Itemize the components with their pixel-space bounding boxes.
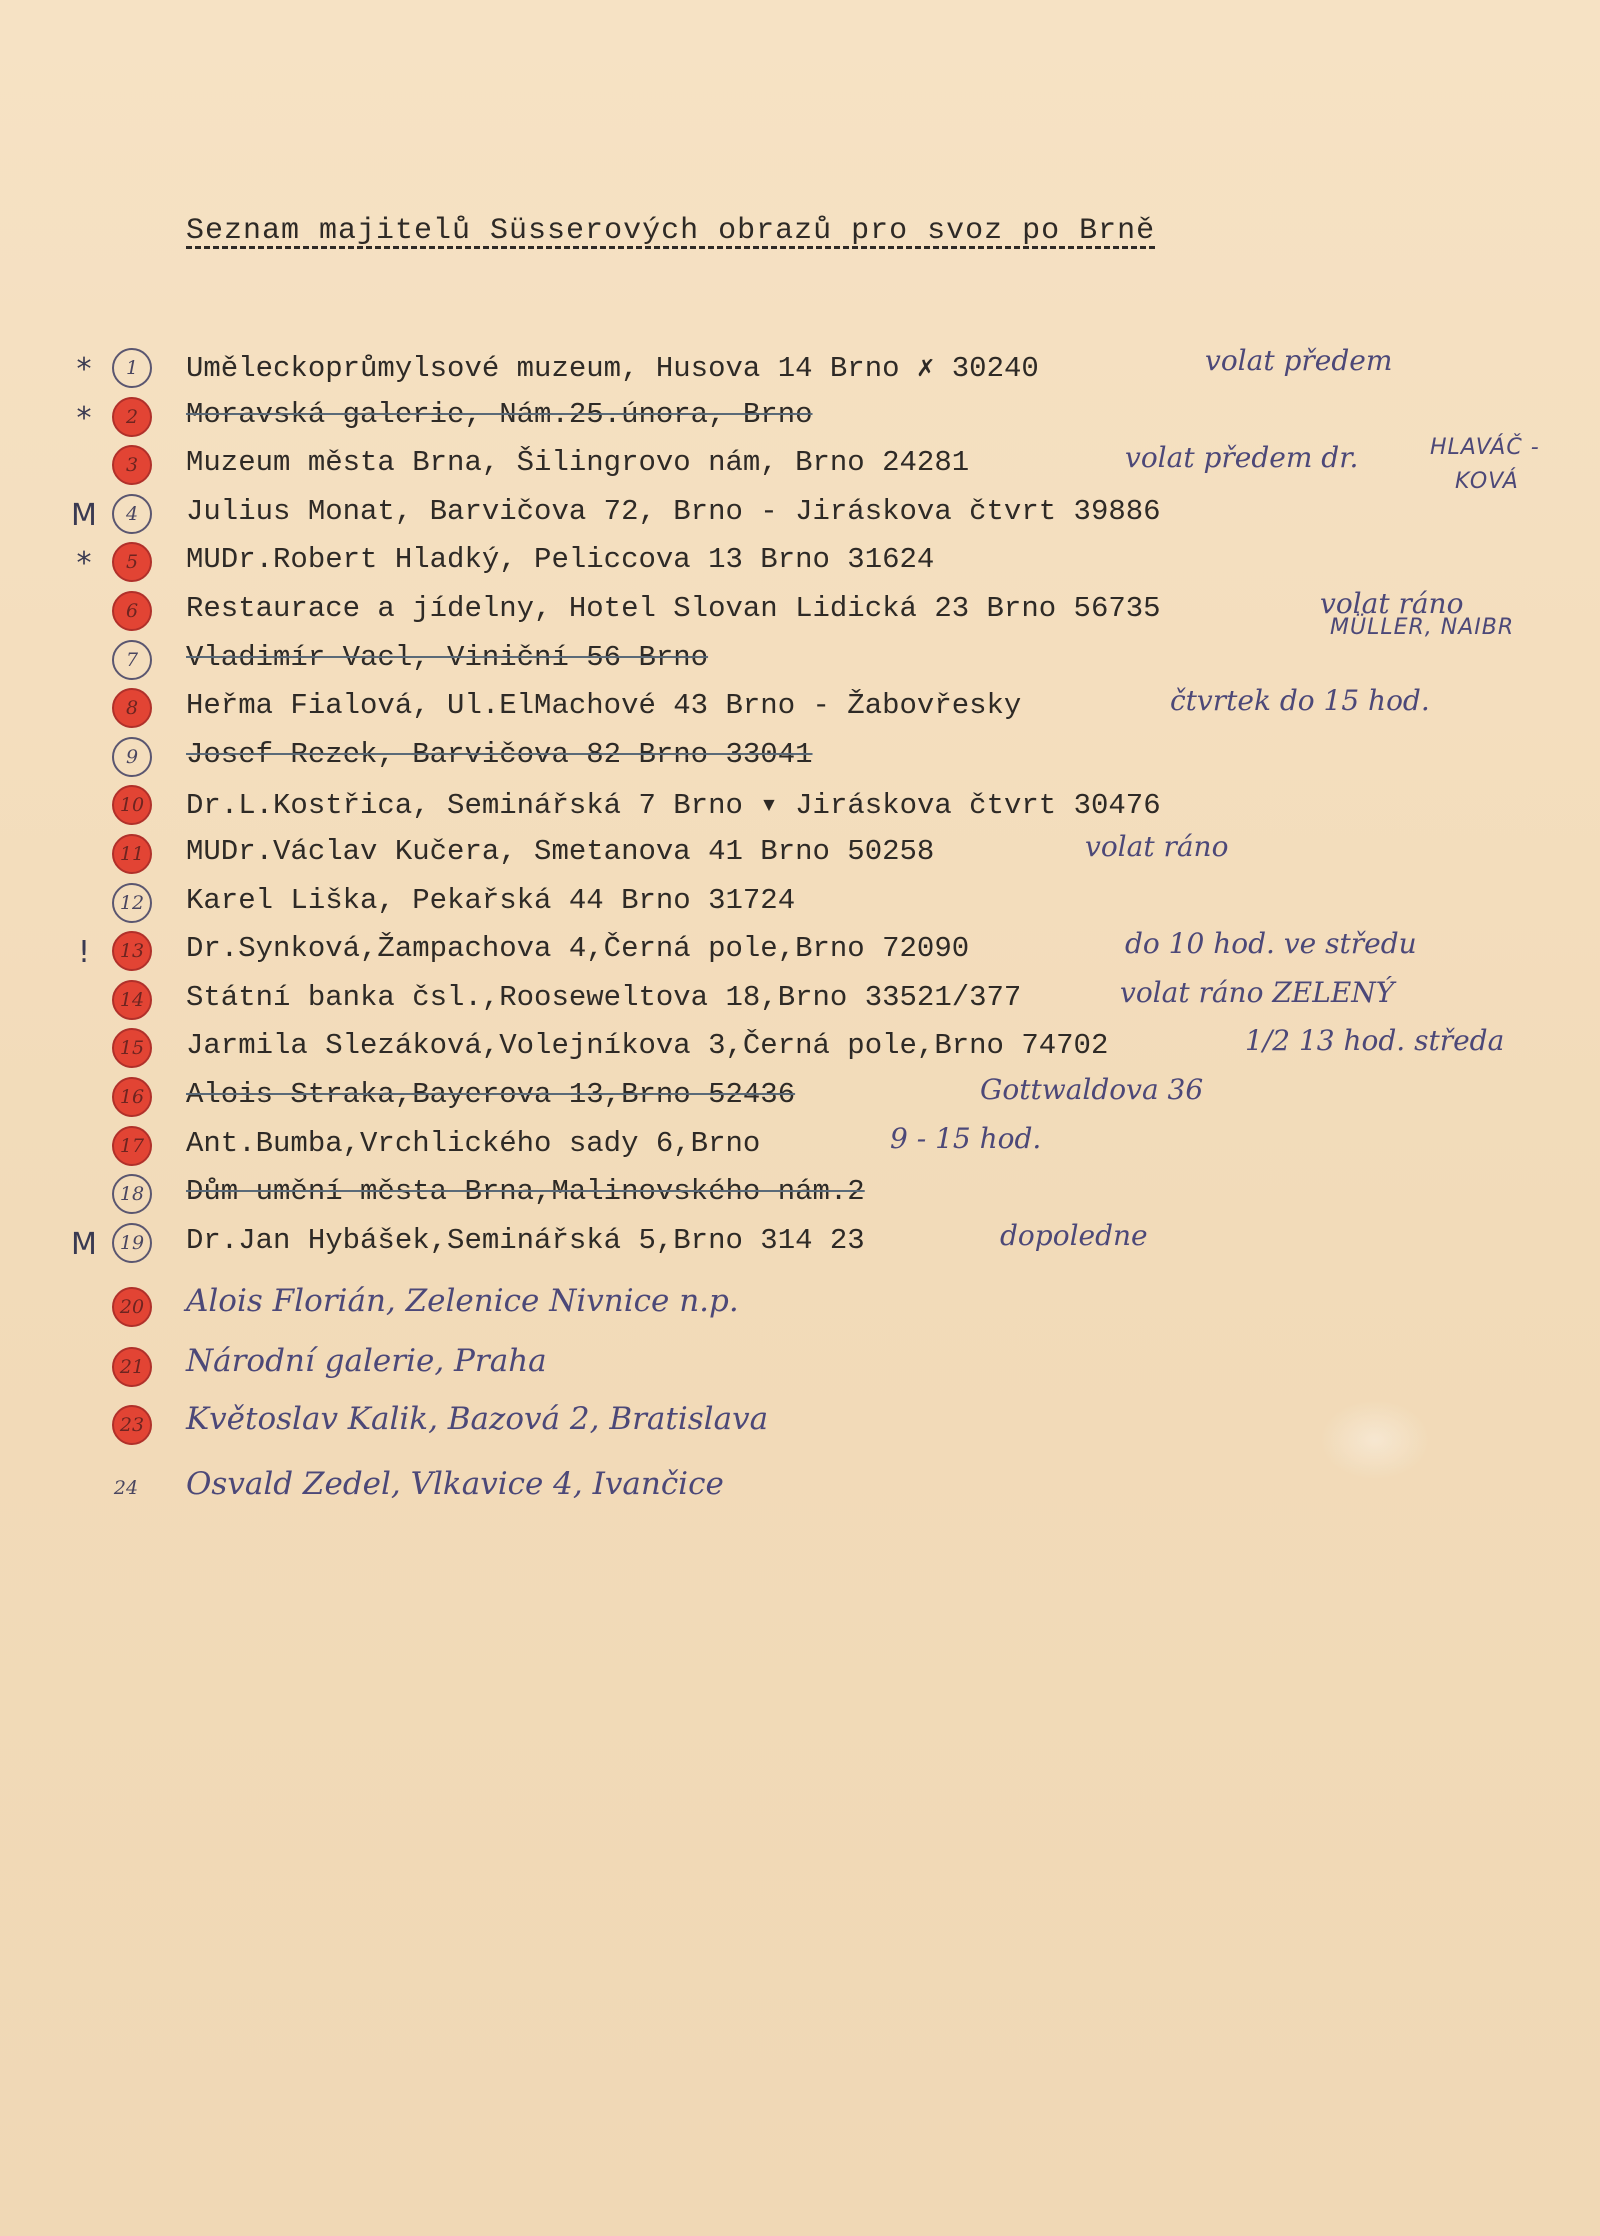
entry-number: 12 [112,883,152,923]
handwritten-entry-text: Květoslav Kalik, Bazová 2, Bratislava [186,1401,769,1437]
handwritten-note: čtvrtek do 15 hod. [1170,684,1430,718]
entry-number: 10 [112,785,152,825]
entry-number: 16 [112,1077,152,1117]
entry-number: 24 [113,1477,139,1499]
entry-number: 21 [112,1347,152,1387]
page-title: Seznam majitelů Süsserových obrazů pro svoz po Brně [186,214,1156,248]
entry-number: 19 [112,1223,152,1263]
entry-text: Moravská galerie, Nám.25.února, Brno [186,397,813,431]
entry-number: 3 [112,445,152,485]
entry-number: 8 [112,688,152,728]
entry-text: Dr.Jan Hybášek,Seminářská 5,Brno 314 23 [186,1223,865,1257]
entry-number: 2 [112,397,152,437]
entry-text: Dr.Synková,Žampachova 4,Černá pole,Brno 72090 [186,932,970,966]
handwritten-entry-text: Osvald Zedel, Vlkavice 4, Ivančice [186,1466,724,1502]
entry-text: Jarmila Slezáková,Volejníkova 3,Černá pole,Brno 74702 [186,1029,1109,1063]
entry-number: 14 [112,980,152,1020]
entry-text: Dr.L.Kostřica, Seminářská 7 Brno ▾ Jiráskova čtvrt 30476 [186,789,1161,823]
entry-number: 1 [112,348,152,388]
handwritten-entry-text: Národní galerie, Praha [186,1343,547,1379]
margin-marker: * [76,352,92,387]
paper-stain [1320,1400,1430,1480]
list-item [0,1466,1600,1528]
entry-number: 23 [112,1405,152,1445]
entry-text: Karel Liška, Pekařská 44 Brno 31724 [186,883,796,917]
entry-text: Ant.Bumba,Vrchlického sady 6,Brno [186,1126,761,1160]
handwritten-note: volat předem [1205,344,1393,377]
margin-marker: * [76,400,92,436]
entry-text: Alois Straka,Bayerova 13,Brno 52436 [186,1078,796,1111]
entry-number: 18 [112,1174,152,1214]
margin-marker: M [71,1226,97,1262]
handwritten-note: dopoledne [1000,1218,1148,1252]
entry-text: Vladimír Vacl, Viniční 56 Brno [186,640,709,674]
handwritten-note: 9 - 15 hod. [890,1121,1042,1155]
entry-number: 15 [112,1028,152,1068]
entry-number: 11 [112,834,152,874]
entry-number: 13 [112,931,152,971]
margin-marker: * [76,546,92,582]
entry-text: Restaurace a jídelny, Hotel Slovan Lidická 23 Brno 56735 [186,592,1161,625]
entry-text: Julius Monat, Barvičova 72, Brno - Jiráskova čtvrt 39886 [186,494,1161,528]
entry-number: 20 [112,1287,152,1327]
entry-number: 7 [112,640,152,680]
handwritten-note: 1/2 13 hod. středa [1245,1024,1505,1058]
handwritten-note: do 10 hod. ve středu [1125,927,1417,961]
entry-text: Muzeum města Brna, Šilingrovo nám, Brno 24281 [186,446,970,480]
entry-number: 6 [112,591,152,631]
entry-text: Uměleckoprůmylsové muzeum, Husova 14 Brno ✗ 30240 [186,352,1039,385]
list-item [0,1343,1600,1405]
list-item [0,1283,1600,1345]
entry-number: 5 [112,542,152,582]
entry-number: 17 [112,1126,152,1166]
handwritten-note: volat ráno [1085,830,1229,863]
entry-text: Heřma Fialová, Ul.ElMachové 43 Brno - Žabovřesky [186,689,1022,723]
entry-number: 4 [112,494,152,534]
entry-number: 9 [112,737,152,777]
list-item [0,1218,1600,1281]
handwritten-name-note: KOVÁ [1455,469,1519,495]
handwritten-name-note: HLAVÁČ - [1430,435,1540,461]
margin-marker: ! [77,935,91,971]
handwritten-entry-text: Alois Florián, Zelenice Nivnice n.p. [186,1283,739,1319]
entry-text: Dům umění města Brna,Malinovského nám.2 [186,1175,865,1209]
handwritten-name-note: MÜLLER, NAIBR [1330,615,1515,640]
entry-text: Státní banka čsl.,Rooseweltova 18,Brno 33521/377 [186,980,1022,1014]
handwritten-note: Gottwaldova 36 [980,1073,1204,1106]
handwritten-note: volat předem dr. [1125,441,1359,475]
entry-text: MUDr.Václav Kučera, Smetanova 41 Brno 50258 [186,835,935,868]
handwritten-note: volat ráno ZELENÝ [1120,975,1395,1009]
margin-marker: M [71,497,97,533]
handwritten-note: volat ráno [1320,587,1464,620]
entry-text: MUDr.Robert Hladký, Peliccova 13 Brno 31624 [186,543,935,577]
entry-text: Josef Rezek, Barvičova 82 Brno 33041 [186,737,813,771]
